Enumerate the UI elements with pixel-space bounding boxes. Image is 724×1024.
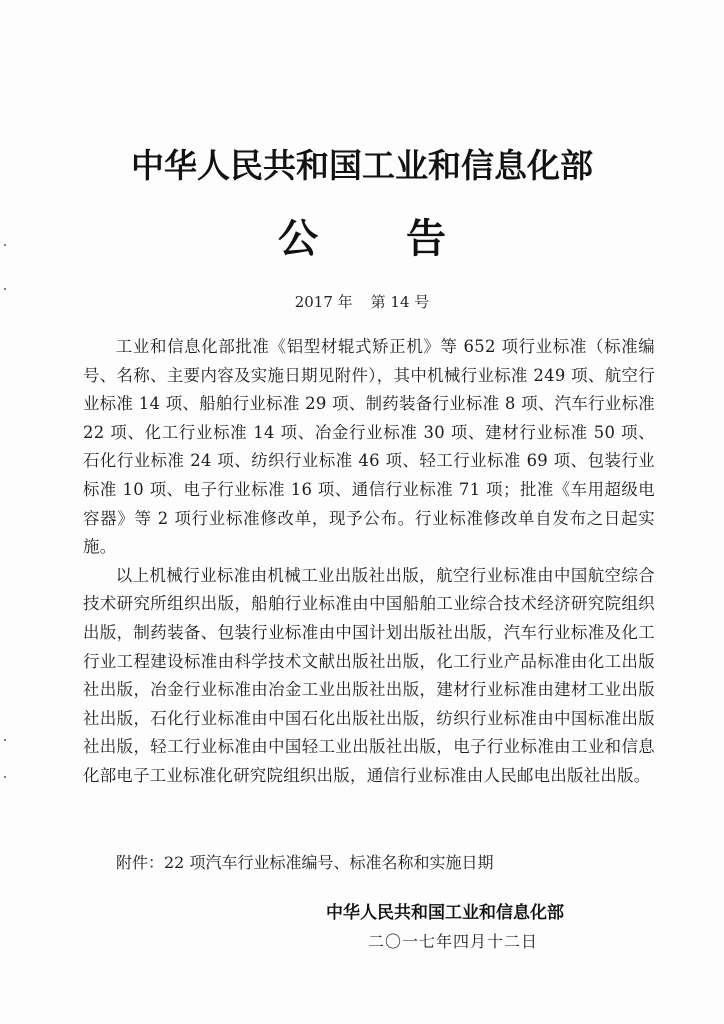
scan-speck — [4, 776, 6, 778]
document-issue-number: 第 14 号 — [370, 293, 430, 311]
scan-speck — [4, 288, 6, 290]
document-year: 2017 年 — [294, 293, 353, 311]
scan-speck — [4, 244, 6, 246]
signature-date: 二〇一七年四月十二日 — [368, 932, 539, 951]
announcement-body — [83, 333, 655, 791]
document-number — [0, 291, 724, 312]
signature-organization: 中华人民共和国工业和信息化部 — [326, 903, 564, 923]
scan-speck — [4, 739, 6, 741]
body-paragraph-2: 以上机械行业标准由机械工业出版社出版，航空行业标准由中国航空综合技术研究所组织出版，船舶行业标准由中国船舶工业综合技术经济研究院组织出版，制药装备、包装行业标准由中国计划出版社出版，汽车行业标准及化工行业工程建设标准由科学技术文献出版社出版，化工行业产品标准由化工出版社出版，冶金行业标准由冶金工业出版社出版，建材行业标准由建材工业出版社出版，石化行业标准由中国石化出版社出版，纺织行业标准由中国标准出版社出版，轻工行业标准由中国轻工业出版社出版，电子行业标准由工业和信息化部电子工业标准化研究院组织出版，通信行业标准由人民邮电出版社出版。 — [83, 565, 655, 785]
attachment-note: 附件：22 项汽车行业标准编号、标准名称和实施日期 — [116, 853, 494, 872]
announcement-title: 公告 — [278, 216, 534, 262]
ministry-title: 中华人民共和国工业和信息化部 — [131, 146, 593, 185]
body-paragraph-1: 工业和信息化部批准《铝型材辊式矫正机》等 652 项行业标准（标准编号、名称、主要内容及实施日期见附件），其中机械行业标准 249 项、航空行业标准 14 项、船舶行业标准 29 项、制药装备行业标准 8 项、汽车行业标准 22 项、化工行业标准 14 项、冶金行业标准 30 项、建材行业标准 50 项、石化行业标准 24 项、纺织行业标准 46 项、轻工行业标准 69 项、包装行业标准 10 项、电子行业标准 16 项、通信行业标准 71 项；批准《车用超级电容器》等 2 项行业标准修改单，现予公布。行业标准修改单自发布之日起实施。 — [83, 337, 655, 557]
